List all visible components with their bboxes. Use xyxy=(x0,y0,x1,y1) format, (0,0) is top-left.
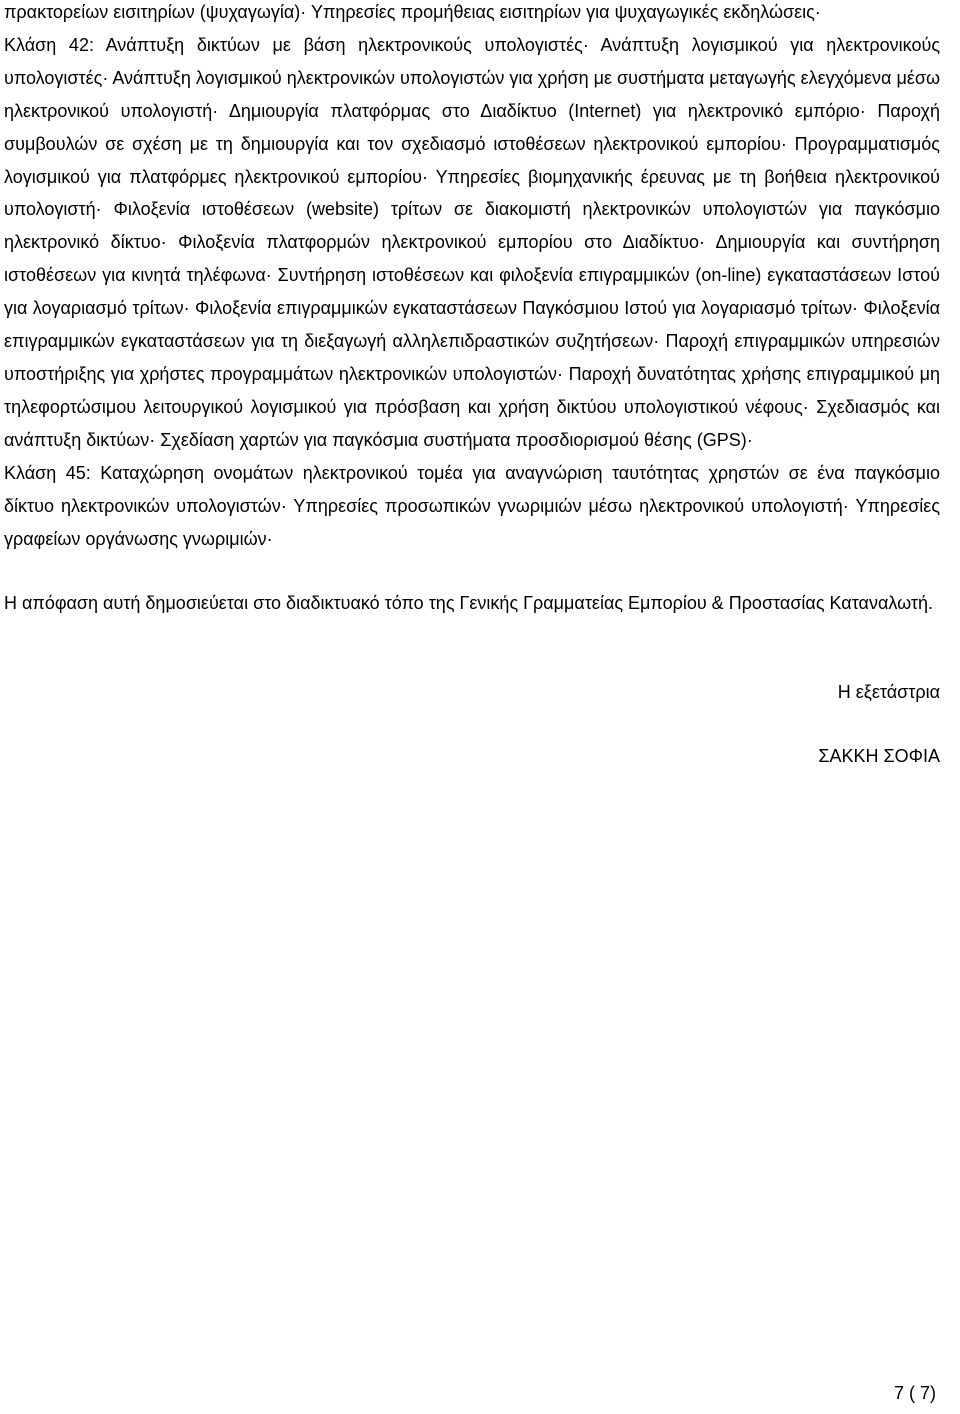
class-42-paragraph: Κλάση 42: Ανάπτυξη δικτύων με βάση ηλεκτρονικούς υπολογιστές· Ανάπτυξη λογισμικού για ηλεκτρονικούς υπολογιστές· Ανάπτυξη λογισμικού ηλεκτρονικών υπολογιστών για χρήση με συστήματα μεταγωγής ελεγχόμενα μέσω ηλεκτρονικού υπολογιστή· Δημιουργία πλατφόρμας στο Διαδίκτυο (Internet) για ηλεκτρονικό εμπόριο· Παροχή συμβουλών σε σχέση με τη δημιουργία και τον σχεδιασμό ιστοθέσεων ηλεκτρονικού εμπορίου· Προγραμματισμός λογισμικού για πλατφόρμες ηλεκτρονικού εμπορίου· Υπηρεσίες βιομηχανικής έρευνας με τη βοήθεια ηλεκτρονικού υπολογιστή· Φιλοξενία ιστοθέσεων (website) τρίτων σε διακομιστή ηλεκτρονικών υπολογιστών για παγκόσμιο ηλεκτρονικό δίκτυο· Φιλοξενία πλατφορμών ηλεκτρονικού εμπορίου στο Διαδίκτυο· Δημιουργία και συντήρηση ιστοθέσεων για κινητά τηλέφωνα· Συντήρηση ιστοθέσεων και φιλοξενία επιγραμμικών (on-line) εγκαταστάσεων Ιστού για λογαριασμό τρίτων· Φιλοξενία επιγραμμικών εγκαταστάσεων Παγκόσμιου Ιστού για λογαριασμό τρίτων· Φιλοξενία επιγραμμικών εγκαταστάσεων για τη διεξαγωγή αλληλεπιδραστικών συζητήσεων· Παροχή επιγραμμικών υπηρεσιών υποστήριξης για χρήστες προγραμμάτων ηλεκτρονικών υπολογιστών· Παροχή δυνατότητας χρήσης επιγραμμικού μη τηλεφορτώσιμου λειτουργικού λογισμικού για πρόσβαση και χρήση δικτύου υπολογιστικού νέφους· Σχεδιασμός και ανάπτυξη δικτύων· Σχεδίαση χαρτών για παγκόσμια συστήματα προσδιορισμού θέσης (GPS)· xyxy=(4,34,941,450)
class-45-paragraph: Κλάση 45: Καταχώρηση ονομάτων ηλεκτρονικού τομέα για αναγνώριση ταυτότητας χρηστών σε ένα παγκόσμιο δίκτυο ηλεκτρονικών υπολογιστών· Υπηρεσίες προσωπικών γνωριμιών μέσω ηλεκτρονικού υπολογιστή· Υπηρεσίες γραφείων οργάνωσης γνωριμιών· xyxy=(4,462,940,549)
signatory-name: ΣΑΚΚΗ ΣΟΦΙΑ xyxy=(818,746,940,767)
signatory-role: Η εξετάστρια xyxy=(837,682,940,703)
continuation-paragraph: πρακτορείων εισιτηρίων (ψυχαγωγία)· Υπηρεσίες προμήθειας εισιτηρίων για ψυχαγωγικές εκδηλώσεις· xyxy=(4,2,821,22)
paragraph-spacer xyxy=(4,555,940,587)
document-page xyxy=(4,0,940,773)
page-number: 7 ( 7) xyxy=(893,1383,936,1403)
publication-notice: Η απόφαση αυτή δημοσιεύεται στο διαδικτυακό τόπο της Γενικής Γραμματείας Εμπορίου & Προστασίας Καταναλωτή. xyxy=(4,593,934,614)
